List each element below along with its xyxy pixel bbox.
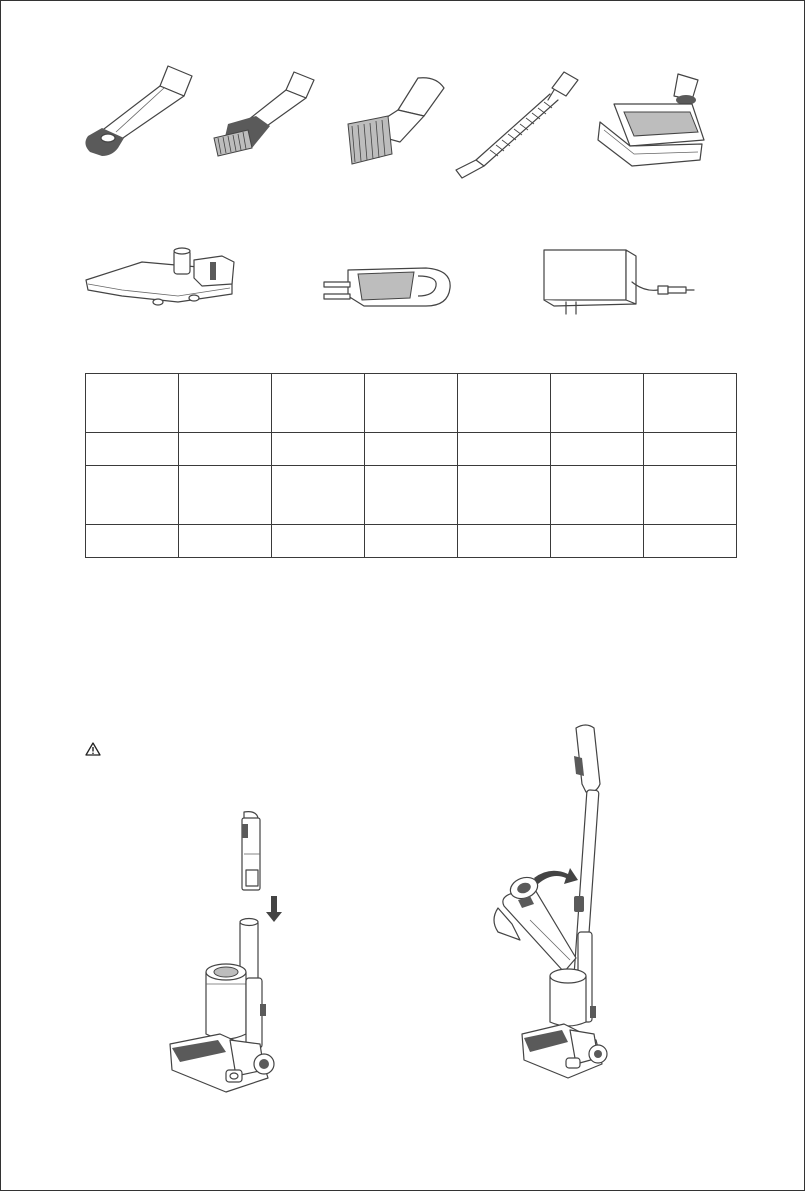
- table-cell: [644, 374, 737, 433]
- table-cell: [551, 525, 644, 558]
- table-cell: [179, 466, 272, 525]
- table-cell: [179, 525, 272, 558]
- table-cell: [272, 433, 365, 466]
- table-cell: [551, 374, 644, 433]
- table-cell: [272, 374, 365, 433]
- table-cell: [86, 433, 179, 466]
- table-cell: [644, 433, 737, 466]
- table-cell: [644, 525, 737, 558]
- table-cell: [458, 525, 551, 558]
- table-cell: [272, 525, 365, 558]
- table-cell: [551, 466, 644, 525]
- table-cell: [458, 374, 551, 433]
- table-row: [86, 525, 737, 558]
- crevice-tool-icon: [80, 62, 200, 162]
- attach-handheld-illustration: [490, 720, 620, 1104]
- charger-adapter-icon: [540, 246, 700, 318]
- mini-motorized-brush-icon: [594, 70, 724, 175]
- spec-table: [85, 373, 737, 558]
- wall-mount-icon: [318, 262, 458, 317]
- table-row: [86, 374, 737, 433]
- attach-tube-illustration: [160, 808, 280, 1100]
- storage-stand-icon: [82, 244, 242, 314]
- table-cell: [458, 433, 551, 466]
- table-cell: [458, 466, 551, 525]
- table-cell: [365, 525, 458, 558]
- table-cell: [551, 433, 644, 466]
- table-cell: [272, 466, 365, 525]
- table-cell: [179, 433, 272, 466]
- table-row: [86, 433, 737, 466]
- wide-brush-icon: [340, 72, 455, 172]
- table-cell: [365, 374, 458, 433]
- table-cell: [365, 433, 458, 466]
- warning-icon: [85, 742, 101, 756]
- table-cell: [365, 466, 458, 525]
- table-cell: [86, 466, 179, 525]
- extension-hose-icon: [452, 66, 592, 181]
- table-cell: [644, 466, 737, 525]
- brush-tool-icon: [208, 68, 323, 163]
- table-row: [86, 466, 737, 525]
- table-cell: [179, 374, 272, 433]
- table-cell: [86, 374, 179, 433]
- table-cell: [86, 525, 179, 558]
